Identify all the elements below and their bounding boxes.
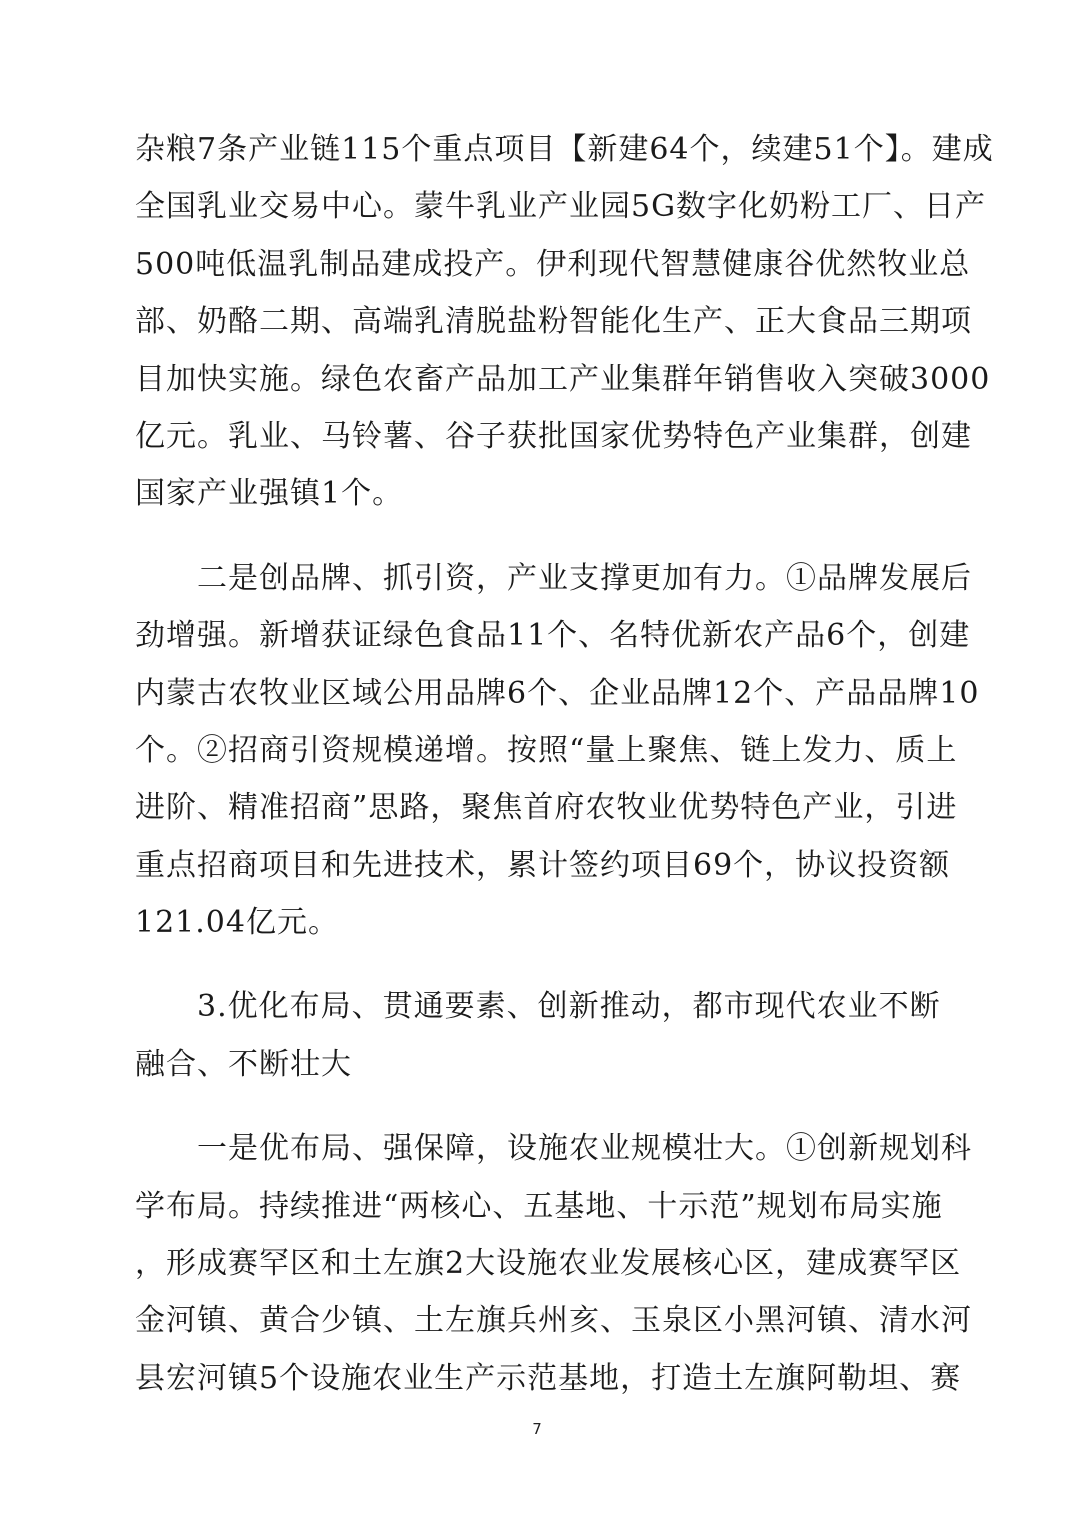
body-text [135, 121, 994, 1407]
text-line: 融合、不断壮大 [135, 1046, 352, 1082]
section-heading-3 [135, 978, 941, 1093]
text-line: 一是优布局、强保障，设施农业规模壮大。①创新规划科 [135, 1131, 972, 1167]
paragraph-4 [135, 1120, 972, 1407]
text-line: 部、奶酪二期、高端乳清脱盐粉智能化生产、正大食品三期项 [135, 304, 972, 340]
text-line: 杂粮7条产业链115个重点项目【新建64个，续建51个】。建成 [135, 132, 994, 167]
text-line: 县宏河镇5个设施农业生产示范基地，打造土左旗阿勒坦、赛 [135, 1360, 962, 1396]
paragraph-spacing [135, 951, 935, 978]
paragraph-spacing [135, 523, 935, 550]
text-line: ，形成赛罕区和土左旗2大设施农业发展核心区，建成赛罕区 [135, 1246, 962, 1282]
text-line: 二是创品牌、抓引资，产业支撑更加有力。①品牌发展后 [135, 560, 972, 596]
text-line: 重点招商项目和先进技术，累计签约项目69个，协议投资额 [135, 847, 951, 883]
text-line: 进阶、精准招商”思路，聚焦首府农牧业优势特色产业，引进 [135, 790, 958, 826]
text-line: 内蒙古农牧业区域公用品牌6个、企业品牌12个、产品品牌10 [135, 675, 980, 711]
text-line: 劲增强。新增获证绿色食品11个、名特优新农产品6个，创建 [135, 618, 971, 654]
text-line: 学布局。持续推进“两核心、五基地、十示范”规划布局实施 [135, 1188, 943, 1224]
page-number: 7 [532, 1420, 542, 1438]
text-line: 121.04亿元。 [135, 905, 339, 941]
text-line: 3.优化布局、贯通要素、创新推动，都市现代农业不断 [135, 989, 941, 1025]
text-line: 亿元。乳业、马铃薯、谷子获批国家优势特色产业集群，创建 [135, 418, 972, 454]
text-line: 全国乳业交易中心。蒙牛乳业产业园5G数字化奶粉工厂、日产 [135, 189, 987, 225]
text-line: 个。②招商引资规模递增。按照“量上聚焦、链上发力、质上 [135, 732, 958, 768]
text-line: 金河镇、黄合少镇、土左旗兵州亥、玉泉区小黑河镇、清水河 [135, 1303, 972, 1339]
text-line: 目加快实施。绿色农畜产品加工产业集群年销售收入突破3000 [135, 361, 991, 397]
paragraph-spacing [135, 1093, 935, 1120]
paragraph-1 [135, 121, 994, 523]
text-line: 国家产业强镇1个。 [135, 476, 404, 512]
text-line: 500吨低温乳制品建成投产。伊利现代智慧健康谷优然牧业总 [135, 246, 971, 282]
paragraph-2 [135, 550, 980, 952]
